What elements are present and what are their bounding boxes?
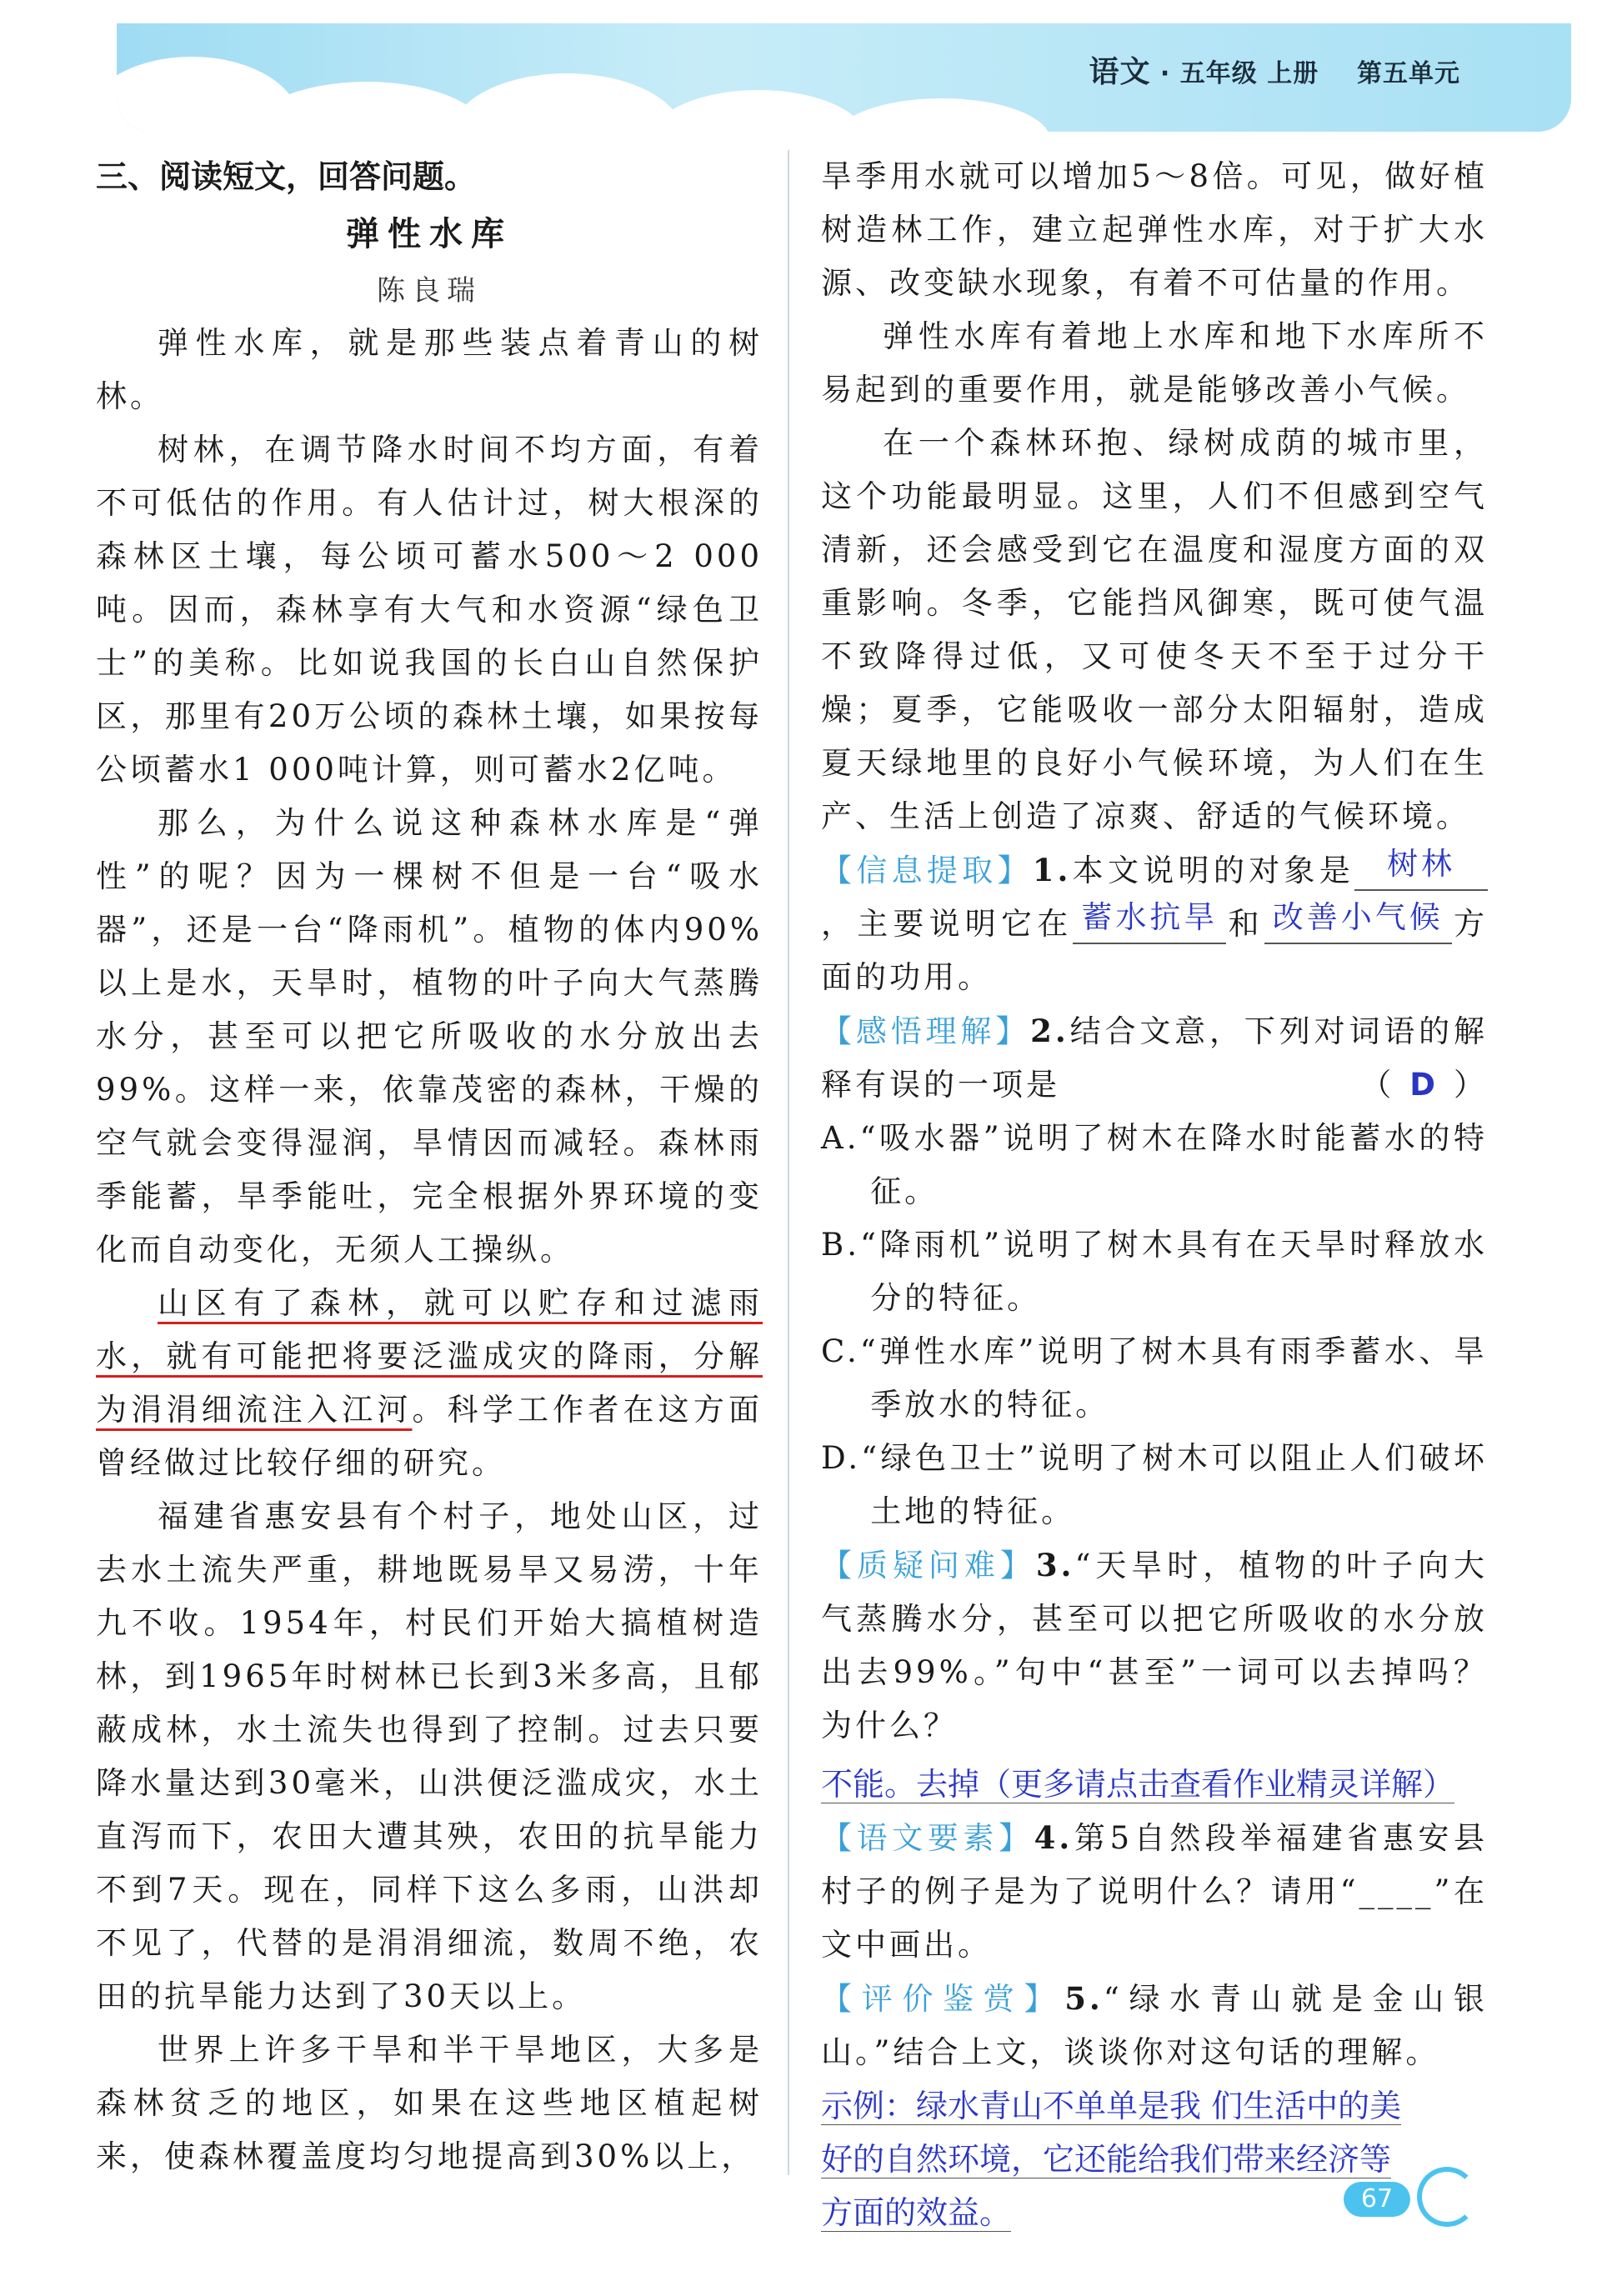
- q1-blank-c[interactable]: [1264, 899, 1452, 944]
- paragraph-2: 树林，在调节降水时间不均方面，有着不可低估的作用。有人估计过，树大根深的森林区土壤，每公顷可蓄水500～2 000吨。因而，森林享有大气和水资源“绿色卫士”的美称。比如说我国的长白山自然保护区，那里有20万公顷的森林土壤，如果按每公顷蓄水1 000吨计算，则可蓄水2亿吨。: [96, 432, 763, 788]
- q1-text-d: 方面的功用。: [821, 906, 1489, 995]
- paragraph-8: 在一个森林环抱、绿树成荫的城市里，这个功能最明显。这里，人们不但感到空气清新，还会感受到它在温度和湿度方面的双重影响。冬季，它能挡风御寒，既可使气温不致降得过低，又可使冬天不至于过分干燥；夏季，它能吸收一部分太阳辐射，造成夏天绿地里的良好小气候环境，为人们在生产、生活上创造了凉爽、舒适的气候环境。: [821, 425, 1488, 834]
- right-column: [821, 150, 1488, 2239]
- q1-number: 1.: [1032, 852, 1072, 888]
- q5-tag: 【评价鉴赏】: [821, 1981, 1065, 2017]
- page-number: 67: [1344, 2182, 1410, 2217]
- q3-text: “天旱时，植物的叶子向大气蒸腾水分，甚至可以把它所吸收的水分放出去99%。”句中“甚至”一词可以去掉吗？为什么？: [821, 1548, 1489, 1743]
- paragraph-3: 那么，为什么说这种森林水库是“弹性”的呢？因为一棵树不但是一台“吸水器”，还是一台“降雨机”。植物的体内90%以上是水，天旱时，植物的叶子向大气蒸腾水分，甚至可以把它所吸收的水分放出去99%。这样一来，依靠茂密的森林，干燥的空气就会变得湿润，旱情因而减轻。森林雨季能蓄，旱季能吐，完全根据外界环境的变化而自动变化，无须人工操纵。: [96, 805, 763, 1268]
- paragraph-6-end: 旱季用水就可以增加5～8倍。可见，做好植树造林工作，建立起弹性水库，对于扩大水源、改变缺水现象，有着不可估量的作用。: [821, 158, 1488, 301]
- q3-tag: 【质疑问难】: [821, 1548, 1036, 1583]
- question-4: [821, 1811, 1488, 1972]
- q2-answer: D: [1409, 1067, 1439, 1103]
- q2-paren-open: （: [1360, 1067, 1395, 1103]
- underlined-sentence: 山区有了森林，就可以贮存和过滤雨水，就有可能把将要泛滥成灾的降雨，分解为涓涓细流注入江河: [96, 1285, 763, 1428]
- swirl-icon: [1417, 2167, 1477, 2227]
- q5-answer-line-2: 好的自然环境，它还能给我们带来经济等: [821, 2141, 1392, 2178]
- q2-text: 结合文意，下列对词语的解释有误的一项是: [821, 1013, 1489, 1103]
- column-divider: [788, 150, 789, 2175]
- header-grade: 五年级 上册: [1179, 59, 1319, 88]
- question-2: [821, 1004, 1488, 1112]
- paragraph-6-start: 世界上许多干旱和半干旱地区，大多是森林贫乏的地区，如果在这些地区植起树来，使森林覆盖度均匀地提高到30%以上，: [96, 2032, 763, 2174]
- q1-answer-a: 树林: [1387, 846, 1456, 882]
- q1-answer-c: 改善小气候: [1272, 899, 1444, 935]
- article-title: 弹性水库: [346, 215, 513, 253]
- q5-text: “绿水青山就是金山银山。”结合上文，谈谈你对这句话的理解。: [821, 1981, 1489, 2070]
- paragraph-7: 弹性水库有着地上水库和地下水库所不易起到的重要作用，就是能够改善小气候。: [821, 318, 1488, 408]
- paragraph-4-rest: 。科学工作者在这方面曾经做过比较仔细的研究。: [96, 1392, 763, 1481]
- q1-tag: 【信息提取】: [821, 853, 1033, 888]
- header-title: 语文 · 五年级 上册 第五单元: [1089, 55, 1460, 89]
- q1-text-a: 本文说明的对象是: [1071, 853, 1355, 888]
- q3-number: 3.: [1035, 1547, 1075, 1583]
- paragraph-5: 福建省惠安县有个村子，地处山区，过去水土流失严重，耕地既易旱又易涝，十年九不收。1954年，村民们开始大搞植树造林，到1965年时树林已长到3米多高，且郁蔽成林，水土流失也得到了控制。过去只要降水量达到30毫米，山洪便泛滥成灾，水土直泻而下，农田大遭其殃，农田的抗旱能力不到7天。现在，同样下这么多雨，山洪却不见了，代替的是涓涓细流，数周不绝，农田的抗旱能力达到了30天以上。: [96, 1498, 763, 2014]
- q5-answer-line-3: 方面的效益。: [821, 2194, 1012, 2231]
- question-5: [821, 1972, 1488, 2079]
- section-title: 三、阅读短文，回答问题。: [96, 158, 477, 195]
- q1-text-c: 和: [1226, 906, 1264, 942]
- paragraph-4: [96, 1277, 763, 1490]
- q2-option-c: C.“弹性水库”说明了树木具有雨季蓄水、旱季放水的特征。: [821, 1333, 1488, 1423]
- q1-blank-a[interactable]: [1354, 846, 1488, 891]
- q2-option-d: D.“绿色卫士”说明了树木可以阻止人们破坏土地的特征。: [821, 1440, 1488, 1529]
- q5-number: 5.: [1064, 1980, 1104, 2017]
- q4-tag: 【语文要素】: [821, 1820, 1034, 1856]
- question-1: [821, 843, 1488, 1004]
- q2-answer-box[interactable]: [1360, 1058, 1488, 1112]
- q2-option-a: A.“吸水器”说明了树木在降水时能蓄水的特征。: [821, 1120, 1488, 1209]
- q4-text: 第5自然段举福建省惠安县村子的例子是为了说明什么？请用“____”在文中画出。: [821, 1820, 1488, 1963]
- q2-tag: 【感悟理解】: [821, 1013, 1031, 1049]
- q2-number: 2.: [1030, 1013, 1069, 1049]
- q5-answer-line-1: 示例：绿水青山不单单是我 们生活中的美: [821, 2088, 1402, 2124]
- q2-option-b: B.“降雨机”说明了树木具有在天旱时释放水分的特征。: [821, 1227, 1488, 1316]
- article-author: 陈良瑞: [377, 274, 482, 308]
- q1-text-b: ，主要说明它在: [821, 906, 1074, 942]
- q4-number: 4.: [1034, 1819, 1074, 1856]
- header-subject: 语文: [1089, 55, 1151, 89]
- paragraph-1: 弹性水库，就是那些装点着青山的树林。: [96, 325, 763, 414]
- q3-answer: 不能。去掉（更多请点击查看作业精灵详解）: [821, 1766, 1455, 1803]
- q2-paren-close: ）: [1454, 1067, 1488, 1103]
- q1-blank-b[interactable]: [1073, 899, 1226, 944]
- q1-answer-b: 蓄水抗旱: [1081, 899, 1219, 935]
- header-unit: 第五单元: [1357, 59, 1460, 88]
- question-3: [821, 1538, 1488, 1753]
- q3-answer-line[interactable]: [821, 1758, 1488, 1811]
- left-column: [96, 150, 763, 2183]
